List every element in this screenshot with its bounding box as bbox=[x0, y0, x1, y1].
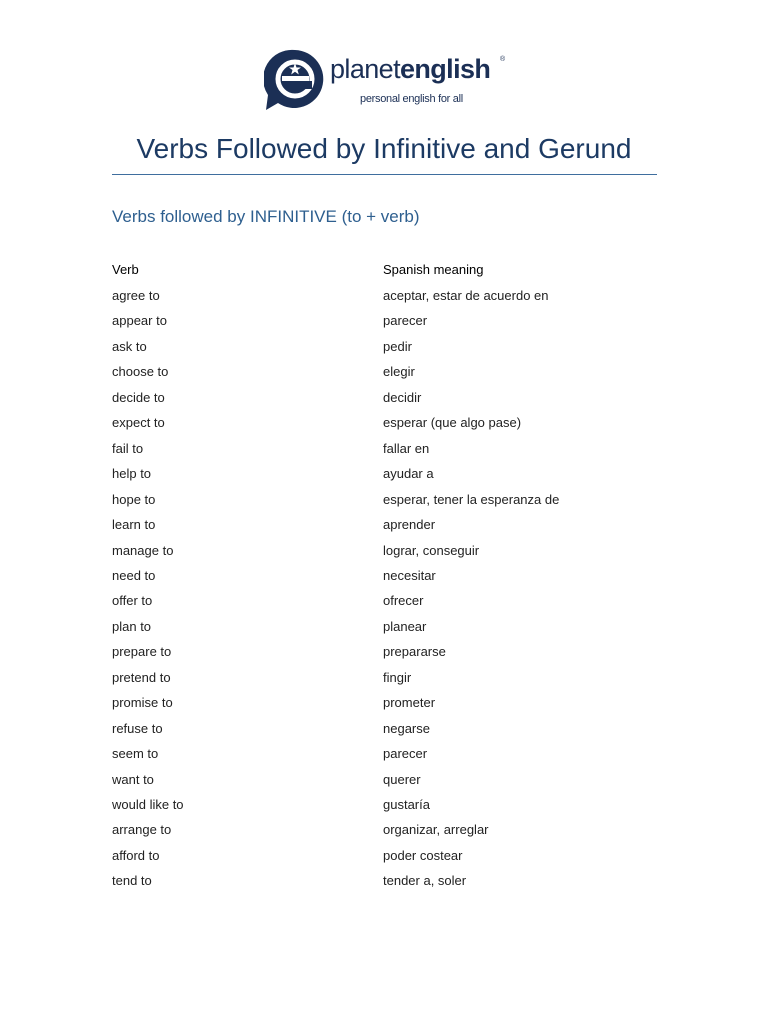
table-row bbox=[0, 313, 768, 331]
verb-cell: decide to bbox=[112, 389, 165, 405]
spanish-meaning-cell: pedir bbox=[383, 338, 412, 354]
table-row bbox=[0, 568, 768, 586]
spanish-meaning-cell: ofrecer bbox=[383, 593, 424, 609]
logo-word-english: english bbox=[399, 54, 491, 84]
logo-word-planet: planet bbox=[330, 54, 400, 84]
verb-cell: manage to bbox=[112, 542, 174, 558]
verb-cell: learn to bbox=[112, 517, 156, 533]
verb-cell: afford to bbox=[112, 847, 160, 863]
spanish-meaning-cell: decidir bbox=[383, 389, 422, 405]
table-row bbox=[0, 797, 768, 815]
verb-cell: pretend to bbox=[112, 669, 171, 685]
table-row bbox=[0, 772, 768, 790]
spanish-meaning-cell: fallar en bbox=[383, 440, 430, 456]
verb-cell: agree to bbox=[112, 288, 160, 303]
spanish-meaning-cell: fingir bbox=[383, 669, 412, 685]
table-row bbox=[0, 415, 768, 433]
table-row bbox=[0, 288, 768, 306]
spanish-meaning-cell: tender a, soler bbox=[383, 873, 467, 889]
verb-cell: seem to bbox=[112, 746, 159, 762]
table-row bbox=[0, 746, 768, 764]
section-heading: Verbs followed by INFINITIVE (to + verb) bbox=[112, 207, 420, 226]
spanish-meaning-cell: aprender bbox=[383, 517, 436, 533]
verb-cell: help to bbox=[112, 466, 152, 482]
table-row bbox=[0, 822, 768, 840]
verb-cell: hope to bbox=[112, 491, 156, 507]
table-row bbox=[0, 644, 768, 662]
table-row bbox=[0, 619, 768, 637]
column-header-spanish: Spanish meaning bbox=[383, 262, 484, 277]
spanish-meaning-cell: esperar (que algo pase) bbox=[383, 415, 522, 431]
spanish-meaning-cell: prepararse bbox=[383, 644, 446, 660]
spanish-meaning-cell: aceptar, estar de acuerdo en bbox=[383, 288, 549, 303]
verb-cell: want to bbox=[112, 771, 154, 787]
verb-cell: would like to bbox=[112, 797, 184, 812]
verb-cell: prepare to bbox=[112, 644, 172, 660]
verb-cell: tend to bbox=[112, 873, 152, 889]
verb-cell: expect to bbox=[112, 415, 165, 431]
logo-registered-mark: ® bbox=[500, 56, 506, 63]
verb-cell: refuse to bbox=[112, 720, 163, 736]
table-row bbox=[0, 695, 768, 713]
spanish-meaning-cell: ayudar a bbox=[383, 466, 434, 482]
logo-wordmark bbox=[330, 56, 490, 83]
spanish-meaning-cell: gustaría bbox=[383, 797, 430, 812]
verb-cell: need to bbox=[112, 567, 156, 583]
spanish-meaning-cell: negarse bbox=[383, 720, 430, 736]
logo-bubble-icon bbox=[264, 48, 326, 110]
logo-tagline: personal english for all bbox=[360, 93, 463, 105]
table-row bbox=[0, 670, 768, 688]
table-row bbox=[0, 517, 768, 535]
spanish-meaning-cell: querer bbox=[383, 771, 421, 787]
verb-cell: ask to bbox=[112, 338, 147, 354]
table-row bbox=[0, 390, 768, 408]
verb-cell: appear to bbox=[112, 313, 167, 329]
column-header-verb: Verb bbox=[112, 262, 139, 277]
planet-english-logo bbox=[264, 48, 524, 110]
verb-cell: choose to bbox=[112, 364, 169, 380]
table-row bbox=[0, 848, 768, 866]
spanish-meaning-cell: elegir bbox=[383, 364, 415, 380]
table-row bbox=[0, 721, 768, 739]
spanish-meaning-cell: prometer bbox=[383, 695, 436, 711]
verb-cell: arrange to bbox=[112, 822, 172, 838]
spanish-meaning-cell: planear bbox=[383, 618, 427, 634]
table-row bbox=[0, 339, 768, 357]
table-row bbox=[0, 873, 768, 891]
page-title: Verbs Followed by Infinitive and Gerund bbox=[136, 133, 632, 164]
verb-cell: offer to bbox=[112, 593, 153, 609]
table-row bbox=[0, 466, 768, 484]
verb-cell: fail to bbox=[112, 440, 144, 456]
spanish-meaning-cell: poder costear bbox=[383, 847, 463, 863]
table-row bbox=[0, 593, 768, 611]
title-divider bbox=[112, 174, 657, 175]
verb-cell: plan to bbox=[112, 618, 152, 634]
table-row bbox=[0, 364, 768, 382]
spanish-meaning-cell: parecer bbox=[383, 313, 428, 329]
table-row bbox=[0, 543, 768, 561]
spanish-meaning-cell: esperar, tener la esperanza de bbox=[383, 491, 560, 507]
verb-cell: promise to bbox=[112, 695, 173, 711]
table-row bbox=[0, 492, 768, 510]
table-row bbox=[0, 441, 768, 459]
spanish-meaning-cell: parecer bbox=[383, 746, 428, 762]
spanish-meaning-cell: necesitar bbox=[383, 567, 436, 583]
spanish-meaning-cell: lograr, conseguir bbox=[383, 542, 480, 558]
spanish-meaning-cell: organizar, arreglar bbox=[383, 822, 489, 838]
